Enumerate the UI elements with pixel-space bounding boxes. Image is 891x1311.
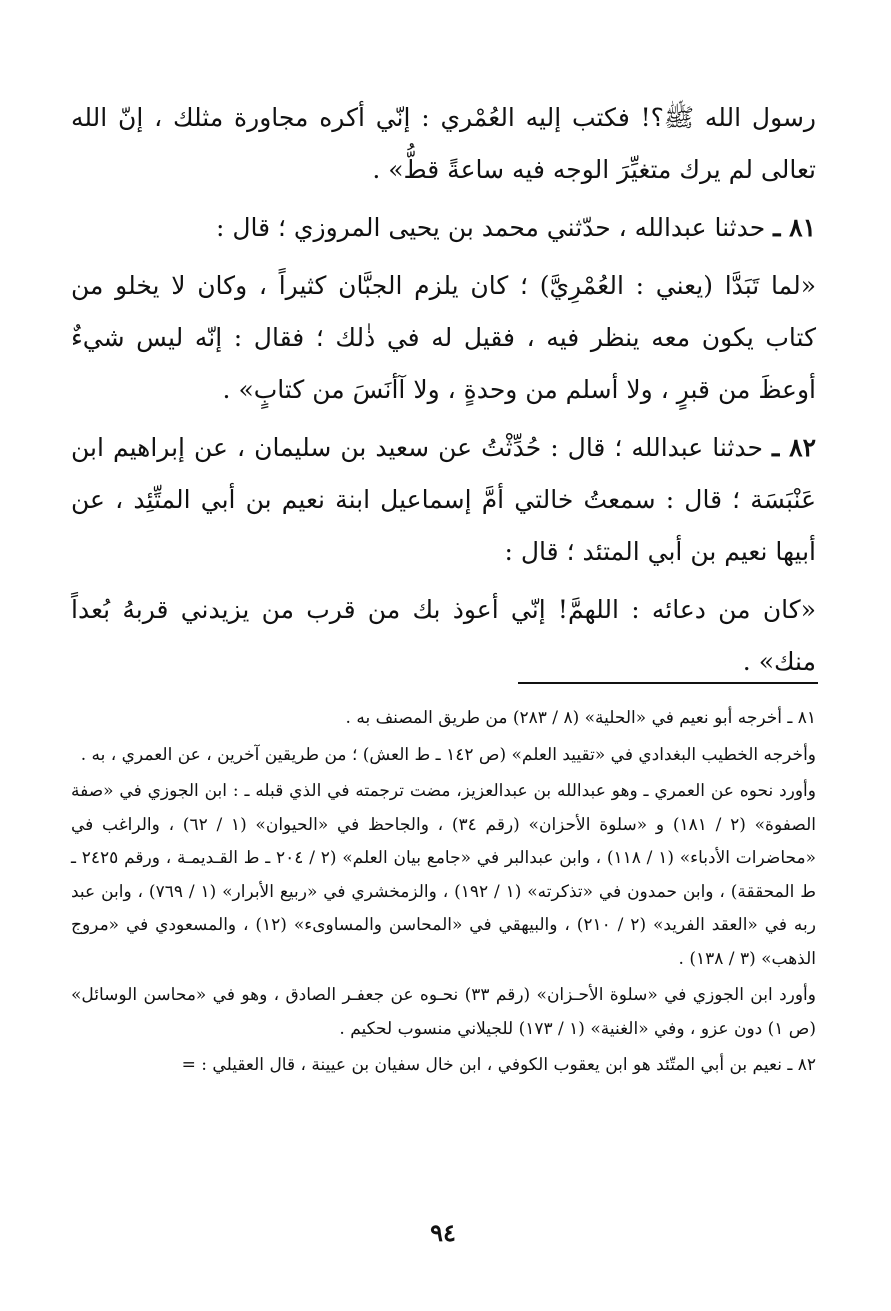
report-81-chain: حدثنا عبدالله ، حدّثني محمد بن يحيى المروزي ؛ قال : xyxy=(215,213,766,242)
report-81-number: ٨١ ـ xyxy=(773,213,816,242)
footnotes xyxy=(71,702,816,1086)
book-page xyxy=(68,0,818,1311)
main-text xyxy=(71,92,816,694)
report-82-quote: «كان من دعائه : اللهمَّ! إنّي أعوذ بك من قرب من يزيدني قربهُ بُعداً منك» . xyxy=(71,595,816,676)
footnote-81-source: ٨١ ـ أخرجه أبو نعيم في «الحلية» (٨ / ٢٨٣) من طريق المصنف به . xyxy=(345,708,816,728)
report-82-chain: حدثنا عبدالله ؛ قال : حُدِّثْتُ عن سعيد بن سليمان ، عن إبراهيم ابن عَنْبَسَة ؛ قال : سمعتُ خالتي أمَّ إسماعيل ابنة نعيم بن أبي المتِّئِد ، عن أبيها نعيم بن أبي المتئد ؛ قال : xyxy=(71,433,816,566)
report-82-number: ٨٢ ـ xyxy=(772,433,816,462)
footnote-81-khatib: وأخرجه الخطيب البغدادي في «تقييد العلم» (ص ١٤٢ ـ ط العش) ؛ من طريقين آخرين ، عن العمري ، به . xyxy=(80,744,816,765)
report-81-intro xyxy=(71,202,816,254)
page-number: ٩٤ xyxy=(430,1218,456,1247)
footnote-separator xyxy=(518,682,818,684)
report-81-quote: «لما تَبَدَّا (يعني : العُمْرِيَّ) ؛ كان يلزم الجبَّان كثيراً ، وكان لا يخلو من كتاب يكون معه ينظر فيه ، فقيل له في ذٰلك ؛ فقال : إنّه ليس شيءٌ أوعظَ من قبرٍ ، ولا أسلم من وحدةٍ ، ولا آأنَسَ من كتابٍ» . xyxy=(71,271,816,404)
report-82-intro xyxy=(71,422,816,578)
footnote-82: ٨٢ ـ نعيم بن أبي المتّئد هو ابن يعقوب الكوفي ، ابن خال سفيان بن عيينة ، قال العقيلي : = xyxy=(181,1055,816,1075)
footnote-81-parallels: وأورد نحوه عن العمري ـ وهو عبدالله بن عبدالعزيز، مضت ترجمته في الذي قبله ـ : ابن الجوزي في «صفة الصفوة» (٢ / ١٨١) و «سلوة الأحزان» (رقم ٣٤) ، والجاحظ في «الحيوان» (١ / ٦٢) ، والراغب في «محاضرات الأدباء» (١ / ١١٨) ، وابن عبدالبر في «جامع بيان العلم» (٢ / ٢٠٤ ـ ط القـديمـة ، ورقم ٢٤٢٥ ـ ط المحققة) ، وابن حمدون في «تذكرته» (١ / ١٩٢) ، والزمخشري في «ربيع الأبرار» (١ / ٧٦٩) ، وابن عبد ربه في «العقد الفريد» (٢ / ٢١٠) ، والبيهقي في «المحاسن والمساوىء» (١٢) ، والمسعودي في «مروج الذهب» (٣ / ١٣٨) . xyxy=(71,781,816,969)
footnote-81-jafar: وأورد ابن الجوزي في «سلوة الأحـزان» (رقم ٣٣) نحـوه عن جعفـر الصادق ، وهو في «محاسن الوسائل» (ص ١) دون عزو ، وفي «الغنية» (١ / ١٧٣) للجيلاني منسوب لحكيم . xyxy=(71,985,816,1039)
continuation-paragraph: رسول الله ﷺ؟! فكتب إليه العُمْري : إنّي أكره مجاورة مثلك ، إنّ الله تعالى لم يرك متغيِّرَ الوجه فيه ساعةً قطُّ» . xyxy=(71,103,816,184)
